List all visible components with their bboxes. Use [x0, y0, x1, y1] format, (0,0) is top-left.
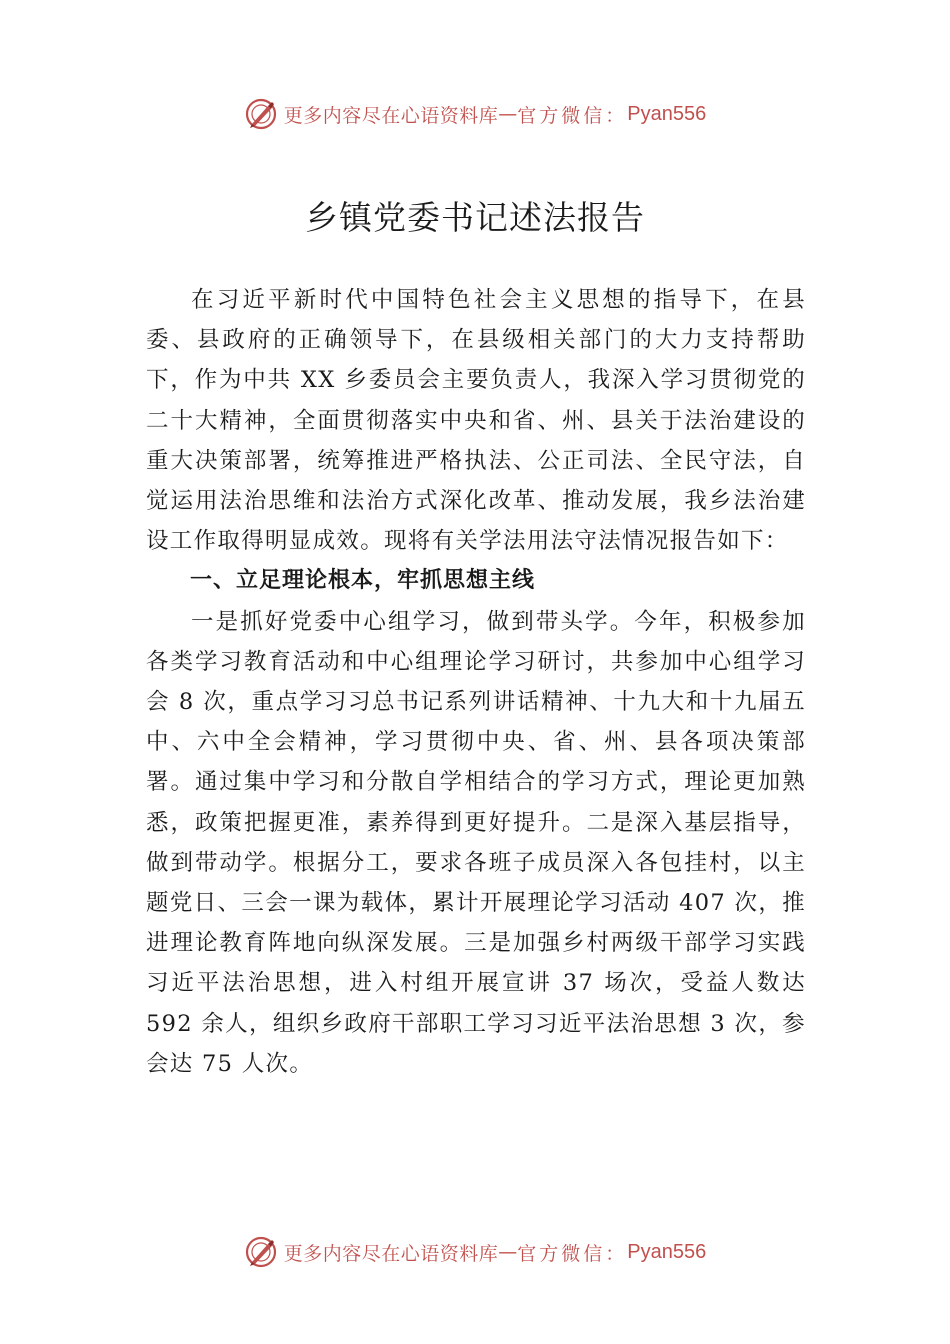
banner-dash: — — [498, 103, 518, 125]
banner-wechat-id: Pyan556 — [627, 1240, 707, 1263]
banner-wechat-id: Pyan556 — [627, 102, 707, 125]
pen-seal-logo-icon — [244, 97, 278, 131]
intro-paragraph: 在习近平新时代中国特色社会主义思想的指导下，在县委、县政府的正确领导下，在县级相关部门的大力支持帮助下，作为中共 XX 乡委员会主要负责人，我深入学习贯彻党的二十大精神，全面贯彻落实中央和省、州、县关于法治建设的重大决策部署，统筹推进严格执法、公正司法、全民守法，自觉运用法治思维和法治方式深化改革、推动发展，我乡法治建设工作取得明显成效。现将有关学法用法守法情况报告如下： — [146, 287, 806, 555]
section-paragraph: 一是抓好党委中心组学习，做到带头学。今年，积极参加各类学习教育活动和中心组理论学习研讨，共参加中心组学习会 8 次，重点学习习总书记系列讲话精神、十九大和十九届五中、六中全会精神，学习贯彻中央、省、州、县各项决策部署。通过集中学习和分散自学相结合的学习方式，理论更加熟悉，政策把握更准，素养得到更好提升。二是深入基层指导，做到带动学。根据分工，要求各班子成员深入各包挂村，以主题党日、三会一课为载体，累计开展理论学习活动 407 次，推进理论教育阵地向纵深发展。三是加强乡村两级干部学习实践习近平法治思想，进入村组开展宣讲 37 场次，受益人数达 592 余人，组织乡政府干部职工学习习近平法治思想 3 次，参会达 75 人次。 — [146, 608, 806, 1077]
header-banner — [0, 94, 950, 134]
banner-dash: — — [498, 1241, 518, 1263]
pen-seal-logo-icon — [244, 1235, 278, 1269]
footer-banner — [0, 1232, 950, 1272]
banner-text: 更多内容尽在心语资料库 — [283, 104, 499, 127]
section-heading: 一、立足理论根本，牢抓思想主线 — [190, 568, 536, 594]
document-body — [146, 280, 806, 1084]
banner-wechat-label: 官方微信： — [517, 104, 628, 127]
banner-text: 更多内容尽在心语资料库 — [283, 1242, 499, 1265]
banner-wechat-label: 官方微信： — [517, 1242, 628, 1265]
document-title: 乡镇党委书记述法报告 — [305, 198, 645, 237]
